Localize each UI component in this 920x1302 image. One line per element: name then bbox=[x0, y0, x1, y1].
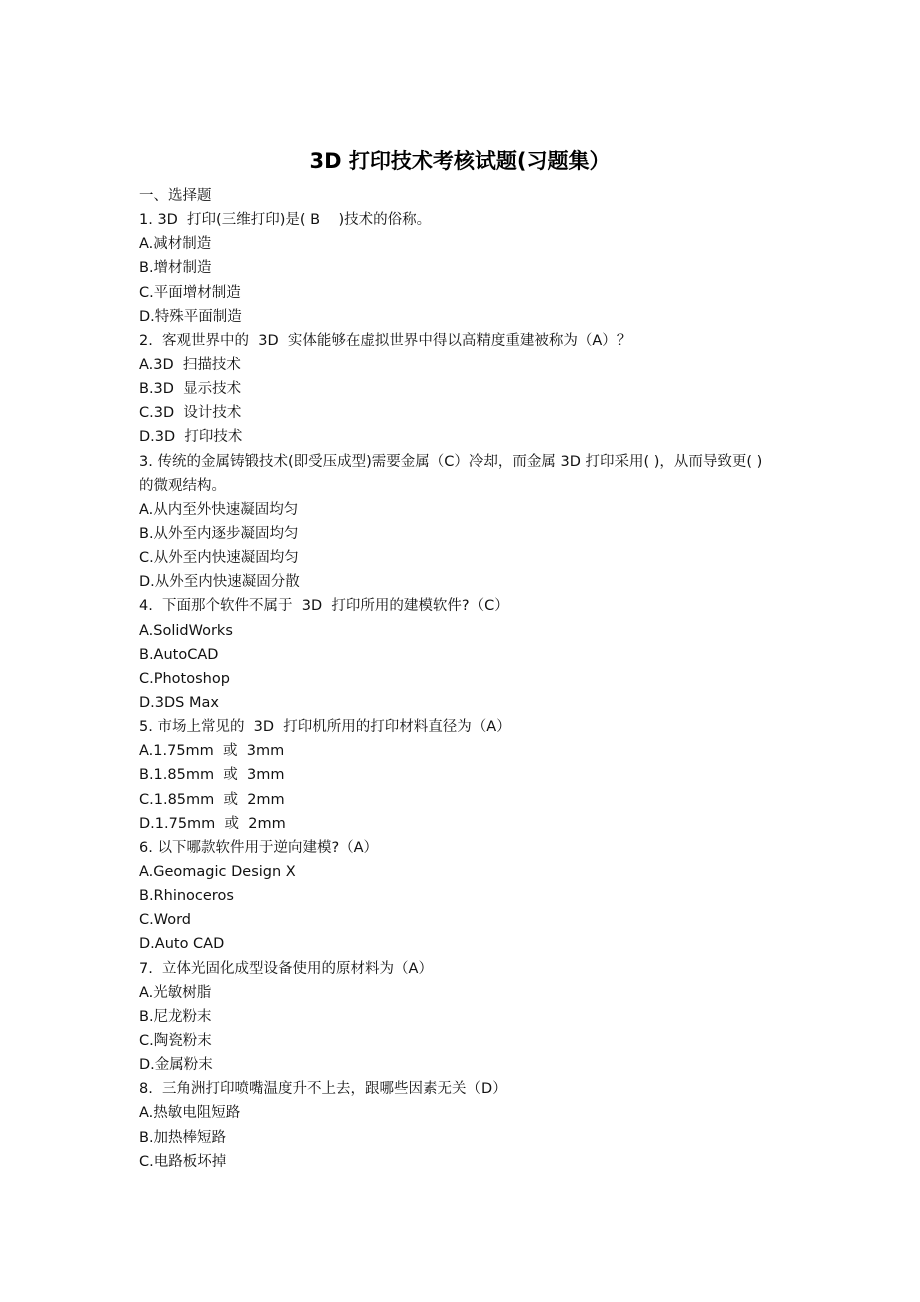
question-2-option-d: D.3D 打印技术 bbox=[139, 429, 243, 446]
question-4-option-c: C.Photoshop bbox=[139, 670, 230, 687]
question-4-stem: 4. 下面那个软件不属于 3D 打印所用的建模软件?（C） bbox=[139, 598, 509, 615]
question-3-stem: 3. 传统的金属铸锻技术(即受压成型)需要金属（C）冷却，而金属 3D 打印采用( )，从而导致更( )的微观结构。 bbox=[139, 453, 763, 494]
question-3-option-a: A.从内至外快速凝固均匀 bbox=[139, 501, 299, 518]
question-2-stem: 2. 客观世界中的 3D 实体能够在虚拟世界中得以高精度重建被称为（A）？ bbox=[139, 332, 632, 349]
question-1-stem: 1. 3D 打印(三维打印)是( B )技术的俗称。 bbox=[139, 212, 432, 229]
question-6-stem: 6. 以下哪款软件用于逆向建模?（A） bbox=[139, 839, 379, 856]
question-1-option-c: C.平面增材制造 bbox=[139, 284, 241, 301]
question-7-stem: 7. 立体光固化成型设备使用的原材料为（A） bbox=[139, 960, 433, 977]
question-5-option-b: B.1.85mm 或 3mm bbox=[139, 767, 285, 784]
question-4-option-b: B.AutoCAD bbox=[139, 646, 219, 663]
question-3-option-c: C.从外至内快速凝固均匀 bbox=[139, 550, 299, 567]
document-title: 3D 打印技术考核试题(习题集） bbox=[309, 149, 611, 173]
document-body bbox=[139, 184, 779, 1174]
question-2-option-b: B.3D 显示技术 bbox=[139, 381, 242, 398]
question-6-option-c: C.Word bbox=[139, 912, 192, 929]
section-heading: 一、选择题 bbox=[139, 188, 212, 204]
question-3-option-b: B.从外至内逐步凝固均匀 bbox=[139, 526, 299, 542]
question-8-stem: 8. 三角洲打印喷嘴温度升不上去，跟哪些因素无关（D） bbox=[139, 1081, 507, 1098]
question-7-option-b: B.尼龙粉末 bbox=[139, 1008, 212, 1025]
question-6-option-a: A.Geomagic Design X bbox=[139, 863, 296, 880]
question-2-option-a: A.3D 扫描技术 bbox=[139, 356, 241, 373]
question-1-option-a: A.减材制造 bbox=[139, 236, 212, 253]
question-7-option-c: C.陶瓷粉末 bbox=[139, 1032, 212, 1049]
question-1-option-d: D.特殊平面制造 bbox=[139, 308, 242, 325]
question-4-option-d: D.3DS Max bbox=[139, 694, 219, 711]
question-5-option-d: D.1.75mm 或 2mm bbox=[139, 815, 286, 832]
question-1-option-b: B.增材制造 bbox=[139, 260, 212, 277]
question-5-stem: 5. 市场上常见的 3D 打印机所用的打印材料直径为（A） bbox=[139, 719, 511, 736]
question-7-option-d: D.金属粉末 bbox=[139, 1057, 213, 1074]
question-6-option-d: D.Auto CAD bbox=[139, 936, 225, 953]
question-8-option-c: C.电路板坏掉 bbox=[139, 1153, 227, 1170]
question-5-option-c: C.1.85mm 或 2mm bbox=[139, 791, 285, 808]
question-8-option-a: A.热敏电阻短路 bbox=[139, 1105, 241, 1122]
question-3-option-d: D.从外至内快速凝固分散 bbox=[139, 574, 300, 591]
question-5-option-a: A.1.75mm 或 3mm bbox=[139, 743, 285, 760]
question-4-option-a: A.SolidWorks bbox=[139, 622, 233, 639]
question-6-option-b: B.Rhinoceros bbox=[139, 888, 234, 905]
question-2-option-c: C.3D 设计技术 bbox=[139, 405, 242, 422]
question-7-option-a: A.光敏树脂 bbox=[139, 984, 212, 1001]
question-8-option-b: B.加热棒短路 bbox=[139, 1129, 227, 1146]
